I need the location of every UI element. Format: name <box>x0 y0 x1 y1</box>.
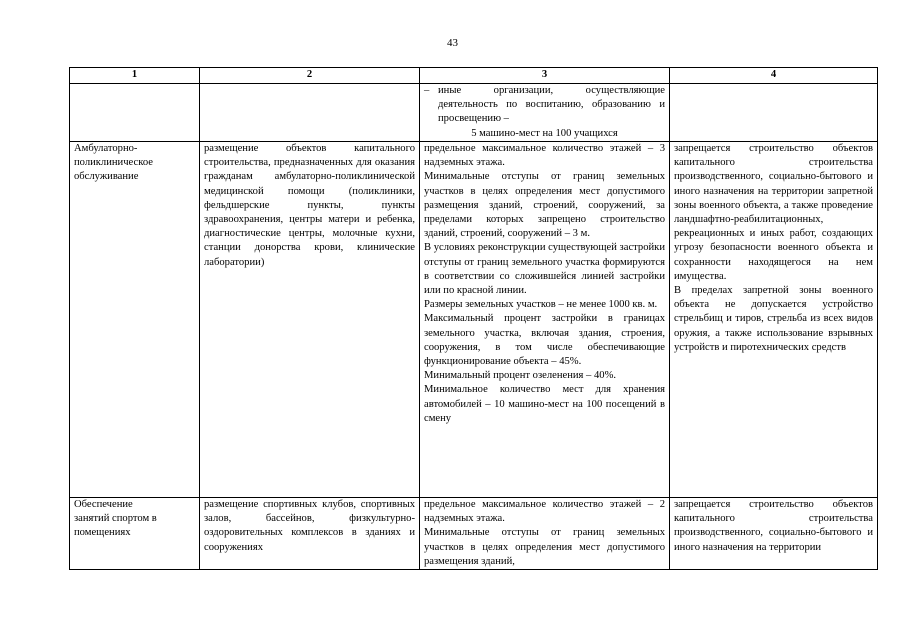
page-number: 43 <box>447 37 458 49</box>
continuation-cell <box>420 84 670 142</box>
empty-cell <box>200 84 420 142</box>
table-row <box>70 142 878 498</box>
parameter-paragraph: Минимальный процент озеленения – 40%. <box>424 370 617 382</box>
empty-cell <box>670 84 878 142</box>
table-row <box>70 498 878 570</box>
parameter-paragraph: предельное максимальное количество этажей – 3 надземных этажа. <box>424 143 665 169</box>
parameters-cell <box>420 498 670 570</box>
restrictions-cell <box>670 498 878 570</box>
use-description-cell: размещение объектов капитального строительства, предназначенных для оказания гражданам амбулаторно-поликлинической медицинской помощи (поликлиники, фельдшерские пункты, пункты здравоохранения, центры матери и ребенка, диагностические центры, молочные кухни, станции донорства крови, клинические лаборатории) <box>200 142 420 498</box>
column-number-row <box>70 68 878 84</box>
restriction-paragraph: рекреационных и иных работ, создающих угрозу безопасности военного объекта и сохранности находящегося на нем имущества. <box>674 228 873 282</box>
dash-marker: – <box>424 85 430 96</box>
column-number: 4 <box>670 68 878 84</box>
parameter-paragraph: В условиях реконструкции существующей застройки отступы от границ земельного участка формируются в соответствии со сложившейся линией застройки или по красной линии. <box>424 242 665 297</box>
dash-list-item <box>424 84 665 127</box>
restriction-paragraph: запрещается строительство объектов капитального строительства производственного, социально-бытового и иного назначения на территории запретной зоны военного объекта, а также проведение ландшафтно-реабилитационных, <box>674 143 873 226</box>
empty-cell <box>70 84 200 142</box>
name-line: Амбулаторно- <box>74 143 138 154</box>
parameter-paragraph: Максимальный процент застройки в границах земельного участка, включая здания, строения, сооружения, в том числе обеспечивающие функционирование объекта – 45%. <box>424 313 665 368</box>
text-line: деятельность по воспитанию, <box>438 99 584 111</box>
table-row <box>70 84 878 142</box>
name-line: занятий спортом в <box>74 513 157 525</box>
column-number: 1 <box>70 68 200 84</box>
restriction-paragraph: В пределах запретной зоны военного объекта не допускается устройство стрельбищ и тиров, стрельба из всех видов оружия, а также использование взрывных устройств и пиротехнических средств <box>674 285 873 353</box>
parameter-paragraph: предельное максимальное количество этажей – 2 надземных этажа. <box>424 499 665 525</box>
parameters-cell <box>420 142 670 498</box>
text-line: иные организации, осуществляющие <box>438 85 665 96</box>
use-name-cell <box>70 142 200 498</box>
regulations-table <box>69 67 878 570</box>
name-line: Обеспечение <box>74 499 133 510</box>
parameter-paragraph: Размеры земельных участков – не менее 1000 кв. м. <box>424 299 658 311</box>
use-name-cell <box>70 498 200 570</box>
parameter-paragraph: Минимальное количество мест для хранения автомобилей – 10 машино-мест на 100 посещений в смену <box>424 384 665 424</box>
text-line: образованию и просвещению – <box>438 99 665 125</box>
name-line: поликлиническое <box>74 157 153 169</box>
text-line: 5 машино-мест на 100 учащихся <box>471 127 618 139</box>
column-number: 3 <box>420 68 670 84</box>
parameter-paragraph: Минимальные отступы от границ земельных участков в целях определения мест допустимого размещения зданий, <box>424 527 665 567</box>
use-description-cell: размещение спортивных клубов, спортивных залов, бассейнов, физкультурно-оздоровительных комплексов в зданиях и сооружениях <box>200 498 420 570</box>
name-line: помещениях <box>74 527 131 539</box>
parameter-paragraph: Минимальные отступы от границ земельных участков в целях определения мест допустимого размещения зданий, строений, сооружений, за пределами которых запрещено строительство зданий, строений, сооружений – 3 м. <box>424 171 665 240</box>
column-number: 2 <box>200 68 420 84</box>
name-line: обслуживание <box>74 171 139 183</box>
restriction-paragraph: запрещается строительство объектов капитального строительства производственного, социально-бытового и иного назначения на территории <box>674 499 873 553</box>
restrictions-cell <box>670 142 878 498</box>
